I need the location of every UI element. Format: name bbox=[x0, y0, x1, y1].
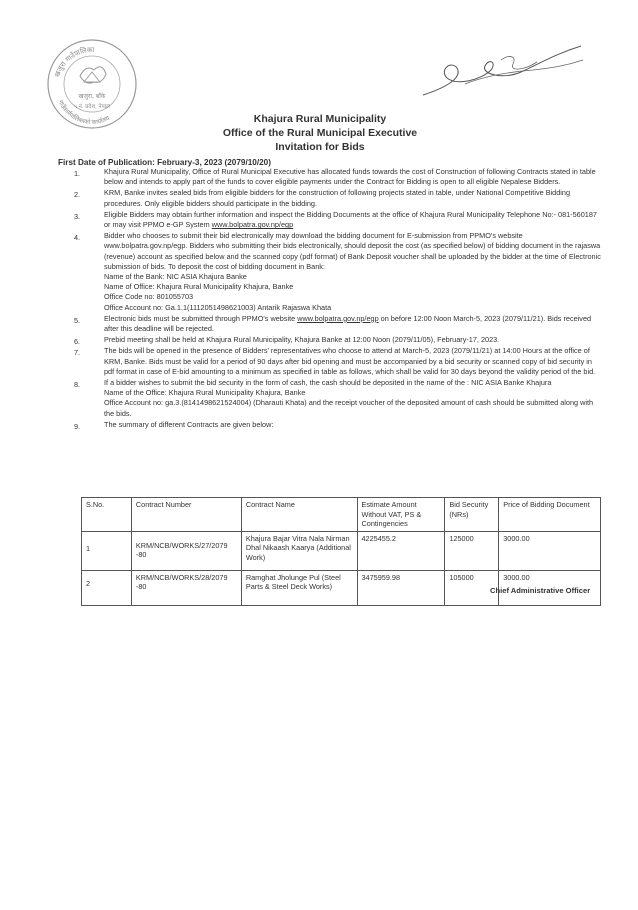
cell: 105000 bbox=[445, 570, 499, 605]
col-header: Contract Number bbox=[131, 498, 241, 532]
office-code: Office Code no: 801055703 bbox=[104, 292, 194, 302]
office-name: Office of the Rural Municipal Executive bbox=[222, 127, 418, 139]
cell: 3475959.98 bbox=[357, 570, 445, 605]
cell: KRM/NCB/WORKS/27/2079 -80 bbox=[131, 531, 241, 570]
item-text: The summary of different Contracts are given below: bbox=[104, 419, 274, 429]
item-text: Electronic bids must be submitted through PPMO's website bbox=[104, 313, 296, 323]
cell: KRM/NCB/WORKS/28/2079 -80 bbox=[131, 570, 241, 605]
egp-link[interactable]: www.bolpatra.gov.np/egp bbox=[297, 313, 379, 323]
item-text: Khajura Rural Municipality, Office of Rural Municipal Executive has allocated funds towards the cost of Construction of following Contracts stated in table below and intends to apply part of the funds to cover eligible payments under the Contract for Bidding is open to all eligible Nepalese Bidders. bbox=[104, 167, 596, 187]
table-header-row bbox=[82, 498, 601, 532]
cell: 3000.00 bbox=[499, 570, 601, 605]
cell: Ramghat Jholunge Pul (Steel Parts & Steel Deck Works) bbox=[241, 570, 357, 605]
item-number: 4. bbox=[74, 233, 81, 243]
cell: 2 bbox=[82, 570, 132, 605]
office-name-line: Name of the Office: Khajura Rural Municipality Khajura, Banke bbox=[104, 388, 306, 398]
table-row bbox=[82, 531, 601, 570]
item-text: KRM, Banke invites sealed bids from eligible bidders for the construction of following projects stated in table, under National Competitive Bidding procedures. Only eligible bidders should participate in the bidding. bbox=[104, 188, 571, 208]
municipality-name: Khajura Rural Municipality bbox=[253, 113, 387, 125]
item-number: 5. bbox=[74, 315, 81, 325]
municipality-seal-icon bbox=[44, 36, 140, 132]
list-item bbox=[68, 420, 603, 430]
list-item bbox=[68, 335, 603, 345]
item-number: 7. bbox=[74, 348, 81, 358]
cell: 4225455.2 bbox=[357, 531, 445, 570]
col-header: S.No. bbox=[82, 498, 132, 532]
notice-items bbox=[68, 167, 603, 431]
office-account: Office Account no: ga.3.(8141498621524004) (Dharauti Khata) and the receipt voucher of the deposited amount of cash should be submitted along with the bids. bbox=[104, 398, 594, 418]
office-account: Office Account no: Ga.1.1(1112051498621003) Antarik Rajaswa Khata bbox=[104, 302, 332, 312]
item-text: The bids will be opened in the presence of Bidders' representatives who choose to attend at March-5, 2023 (2079/11/21) at 14:00 Hours at the office of KRM, Banke. Bids must be valid for a period of 90 days after bid opening and must be accompanied by a bid security or scanned copy of bid security in pdf format in case of E-bid amounting to a minimum as specified in table as follows, which shall be valid for 30 days beyond the validity period of the bid. bbox=[104, 346, 596, 376]
item-text: If a bidder wishes to submit the bid security in the form of cash, the cash should be deposited in the name of the : NIC ASIA Banke Khajura bbox=[104, 378, 552, 388]
list-item bbox=[68, 167, 603, 187]
cell: 3000.00 bbox=[499, 531, 601, 570]
item-text-after: on before 12:00 Noon March-5, 2023 (2079/11/21). Bids received after this deadline will be rejected. bbox=[104, 313, 592, 334]
item-text: Bidder who chooses to submit their bid electronically may download the bidding document for E-submission from PPMO's website www.bolpatra.gov.np/egp. Bidders who submitting their bids electronically, should deposit the cost (as specified below) of bidding document in the rajaswa (revenue) account as specified below and the scanned copy (pdf format) of Bank Deposit voucher shall be uploaded by the bidder at the time of Electronic submission of bids. To deposit the cost of bidding document in Bank: bbox=[104, 231, 601, 271]
list-item bbox=[68, 378, 603, 419]
list-item bbox=[68, 210, 603, 230]
col-header: Contract Name bbox=[241, 498, 357, 532]
seal-text-top: खजुरा गाउँपालिका bbox=[53, 45, 95, 79]
col-header: Estimate Amount Without VAT, PS & Contingencies bbox=[357, 498, 445, 532]
cell: 125000 bbox=[445, 531, 499, 570]
col-header: Price of Bidding Document bbox=[499, 498, 601, 532]
list-item bbox=[68, 188, 603, 208]
bank-name: Name of the Bank: NIC ASIA Khajura Banke bbox=[104, 272, 247, 282]
seal-text-center: खजुरा, बाँके bbox=[78, 93, 106, 100]
cell: 1 bbox=[82, 531, 132, 570]
egp-link[interactable]: www.bolpatra.gov.np/egp bbox=[211, 220, 294, 230]
publication-date: First Date of Publication: February-3, 2023 (2079/10/20) bbox=[58, 158, 271, 167]
item-number: 6. bbox=[74, 337, 81, 347]
seal-text-low: ५ नं. प्रदेश, नेपाल bbox=[74, 104, 110, 110]
signature-icon bbox=[405, 40, 590, 100]
notice-header bbox=[150, 112, 490, 154]
item-text: Prebid meeting shall be held at Khajura Rural Municipality, Khajura Banke at 12:00 Noon (2079/11/05), February-17, 2023. bbox=[104, 335, 500, 345]
cell: Khajura Bajar Vitra Nala Nirman Dhal Nikaash Kaarya (Additional Work) bbox=[241, 531, 357, 570]
seal-text-bottom: गाउँकार्यपालिकाको कार्यालय bbox=[56, 99, 111, 127]
svg-text:खजुरा गाउँपालिका bbox=[53, 45, 94, 78]
item-text: Eligible Bidders may obtain further information and inspect the Bidding Documents at the office of Khajura Rural Municipality Telephone No:- 081-560187 or may visit PPMO e-GP System bbox=[104, 209, 597, 230]
list-item bbox=[68, 231, 603, 313]
signatory-title: Chief Administrative Officer bbox=[490, 586, 591, 595]
notice-title: Invitation for Bids bbox=[275, 141, 365, 153]
list-item bbox=[68, 346, 603, 377]
col-header: Bid Security (NRs) bbox=[445, 498, 499, 532]
office-name-line: Name of Office: Khajura Rural Municipality Khajura, Banke bbox=[104, 282, 294, 292]
item-number: 9. bbox=[74, 421, 81, 431]
item-number: 2. bbox=[74, 190, 81, 200]
item-number: 1. bbox=[74, 169, 81, 178]
item-number: 8. bbox=[74, 380, 81, 390]
item-number: 3. bbox=[74, 211, 81, 221]
list-item bbox=[68, 314, 603, 334]
